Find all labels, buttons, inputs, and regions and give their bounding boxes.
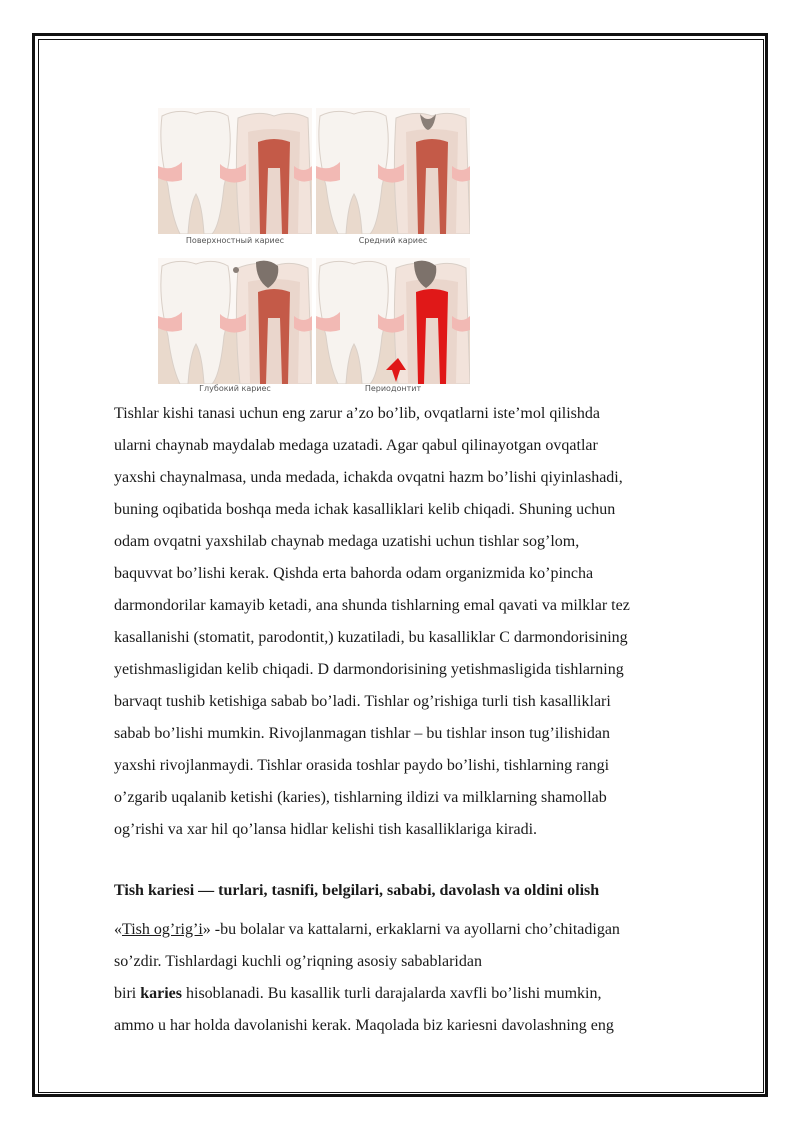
tooth-illustration-surface <box>158 108 312 234</box>
text-line: yetishmasligidan kelib chiqadi. D darmondorisining yetishmasligida tishlarning <box>114 661 624 678</box>
paragraph-intro <box>114 398 734 846</box>
text-line: barvaqt tushib ketishiga sabab bo’ladi. Tishlar og’rishiga turli tish kasalliklari <box>114 693 611 710</box>
caption-deep-caries: Глубокий кариес <box>199 384 271 393</box>
section-heading: Tish kariesi — turlari, tasnifi, belgilari, sababi, davolash va oldini olish <box>114 882 600 899</box>
caption-periodontitis: Периодонтит <box>364 384 422 393</box>
quote-open: « <box>114 921 122 938</box>
tooth-illustration-deep <box>158 258 312 384</box>
text-line: baquvvat bo’lishi kerak. Qishda erta bahorda odam organizmida ko’pincha <box>114 565 594 582</box>
text-line: o’zgarib uqalanib ketishi (karies), tishlarning ildizi va milklarning shamollab <box>114 789 607 806</box>
text-line: yaxshi rivojlanmaydi. Tishlar orasida toshlar paydo bo’lishi, tishlarning rangi <box>114 757 610 774</box>
text-line: sabab bo’lishi mumkin. Rivojlanmagan tishlar – bu tishlar inson tug’ilishidan <box>114 725 610 742</box>
text-line: buning oqibatida boshqa meda ichak kasalliklari kelib chiqadi. Shuning uchun <box>114 501 616 518</box>
text-line: og’rishi va xar hil qo’lansa hidlar kelishi tish kasalliklariga kiradi. <box>114 821 538 838</box>
tooth-illustration-periodontitis <box>316 258 470 384</box>
paragraph-caries <box>114 914 734 1042</box>
panel-periodontitis <box>316 258 470 384</box>
quote-close: » <box>202 921 211 938</box>
caption-surface-caries: Поверхностный кариес <box>185 236 285 245</box>
panel-deep-caries <box>158 258 312 384</box>
caption-medium-caries: Средний кариес <box>358 236 428 245</box>
bold-term-karies: karies <box>140 985 182 1002</box>
text-line: yaxshi chaynalmasa, unda medada, ichakda ovqatni hazm bo’lishi qiyinlashadi, <box>114 469 623 486</box>
line-text: hisoblanadi. Bu kasallik turli darajalarda xavfli bo’lishi mumkin, <box>182 985 602 1002</box>
text-line <box>114 914 734 946</box>
text-line: ularni chaynab maydalab medaga uzatadi. Agar qabul qilinayotgan ovqatlar <box>114 437 598 454</box>
text-line: darmondorilar kamayib ketadi, ana shunda tishlarning emal qavati va milklar tez <box>114 597 630 614</box>
text-line: so’zdir. Tishlardagi kuchli og’riqning asosiy sabablaridan <box>114 953 482 970</box>
text-line: Tishlar kishi tanasi uchun eng zarur a’zo bo’lib, ovqatlarni iste’mol qilishda <box>114 405 600 422</box>
text-line <box>114 978 734 1010</box>
caries-stages-figure <box>158 108 470 392</box>
text-line: odam ovqatni yaxshilab chaynab medaga uzatishi uchun tishlar sog’lom, <box>114 533 580 550</box>
text-line: ammo u har holda davolanishi kerak. Maqolada biz kariesni davolashning eng <box>114 1017 614 1034</box>
panel-surface-caries <box>158 108 312 234</box>
line-text: biri <box>114 985 141 1002</box>
tooth-illustration-medium <box>316 108 470 234</box>
tooth-pain-link[interactable]: Tish og’rig’i <box>122 921 203 938</box>
panel-medium-caries <box>316 108 470 234</box>
line-text: -bu bolalar va kattalarni, erkaklarni va ayollarni cho’chitadigan <box>210 921 620 938</box>
text-line: kasallanishi (stomatit, parodontit,) kuzatiladi, bu kasalliklar C darmondorisining <box>114 629 628 646</box>
